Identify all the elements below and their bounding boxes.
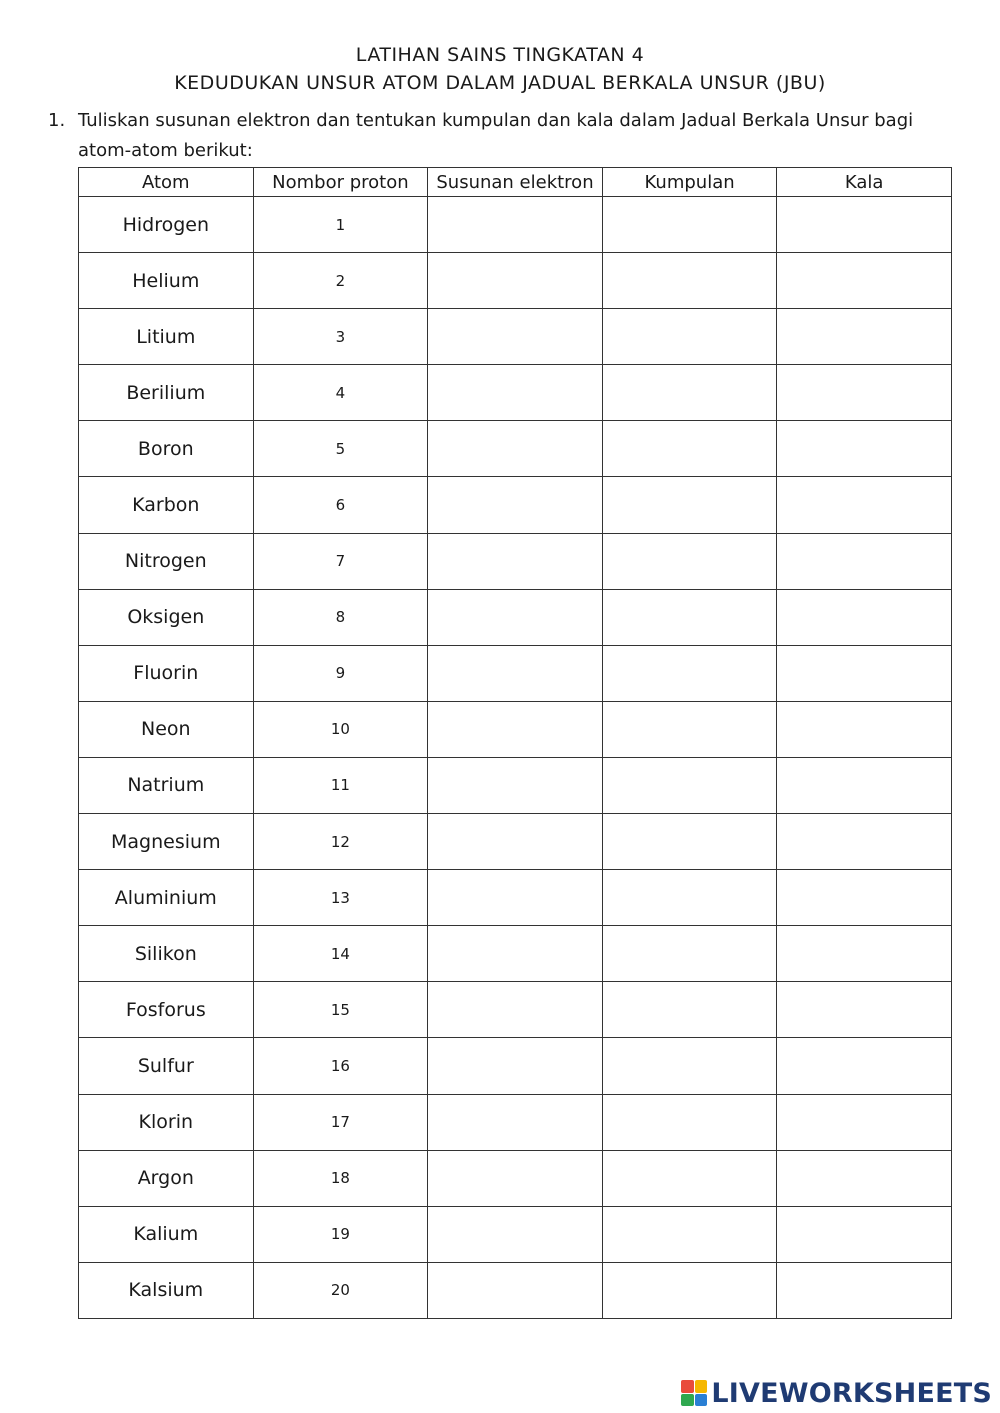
electron-arrangement-answer-cell[interactable]: [428, 1094, 603, 1150]
group-answer-cell[interactable]: [602, 421, 777, 477]
group-answer-cell[interactable]: [602, 1206, 777, 1262]
table-body: [79, 197, 952, 1319]
electron-arrangement-answer-cell[interactable]: [428, 253, 603, 309]
table-row: [79, 309, 952, 365]
logo-square-1: [681, 1380, 694, 1393]
proton-number-cell: 8: [253, 589, 428, 645]
group-answer-cell[interactable]: [602, 589, 777, 645]
electron-arrangement-answer-cell[interactable]: [428, 589, 603, 645]
table-row: [79, 757, 952, 813]
electron-arrangement-answer-cell[interactable]: [428, 1038, 603, 1094]
group-answer-cell[interactable]: [602, 253, 777, 309]
period-answer-cell[interactable]: [777, 701, 952, 757]
group-answer-cell[interactable]: [602, 1262, 777, 1318]
liveworksheets-brand: [681, 1378, 992, 1408]
atom-name-cell: Kalium: [79, 1206, 254, 1262]
table-row: [79, 197, 952, 253]
group-answer-cell[interactable]: [602, 926, 777, 982]
logo-square-3: [681, 1394, 694, 1407]
atom-name-cell: Silikon: [79, 926, 254, 982]
header-period: Kala: [777, 168, 952, 197]
period-answer-cell[interactable]: [777, 645, 952, 701]
electron-arrangement-answer-cell[interactable]: [428, 982, 603, 1038]
logo-square-2: [695, 1380, 708, 1393]
period-answer-cell[interactable]: [777, 814, 952, 870]
table-row: [79, 1038, 952, 1094]
electron-arrangement-answer-cell[interactable]: [428, 1150, 603, 1206]
group-answer-cell[interactable]: [602, 477, 777, 533]
atom-name-cell: Argon: [79, 1150, 254, 1206]
table-header-row: [79, 168, 952, 197]
period-answer-cell[interactable]: [777, 757, 952, 813]
proton-number-cell: 5: [253, 421, 428, 477]
period-answer-cell[interactable]: [777, 533, 952, 589]
electron-arrangement-answer-cell[interactable]: [428, 197, 603, 253]
header-group: Kumpulan: [602, 168, 777, 197]
proton-number-cell: 2: [253, 253, 428, 309]
table-row: [79, 870, 952, 926]
liveworksheets-logo-icon: [681, 1380, 707, 1406]
atom-name-cell: Magnesium: [79, 814, 254, 870]
period-answer-cell[interactable]: [777, 1262, 952, 1318]
electron-arrangement-answer-cell[interactable]: [428, 1206, 603, 1262]
atom-name-cell: Fluorin: [79, 645, 254, 701]
atom-name-cell: Litium: [79, 309, 254, 365]
electron-arrangement-answer-cell[interactable]: [428, 1262, 603, 1318]
proton-number-cell: 6: [253, 477, 428, 533]
period-answer-cell[interactable]: [777, 253, 952, 309]
atom-name-cell: Boron: [79, 421, 254, 477]
proton-number-cell: 1: [253, 197, 428, 253]
group-answer-cell[interactable]: [602, 870, 777, 926]
proton-number-cell: 20: [253, 1262, 428, 1318]
group-answer-cell[interactable]: [602, 757, 777, 813]
atom-name-cell: Natrium: [79, 757, 254, 813]
proton-number-cell: 7: [253, 533, 428, 589]
group-answer-cell[interactable]: [602, 309, 777, 365]
proton-number-cell: 14: [253, 926, 428, 982]
period-answer-cell[interactable]: [777, 870, 952, 926]
electron-arrangement-answer-cell[interactable]: [428, 309, 603, 365]
table-row: [79, 477, 952, 533]
table-row: [79, 701, 952, 757]
table-row: [79, 533, 952, 589]
proton-number-cell: 13: [253, 870, 428, 926]
group-answer-cell[interactable]: [602, 197, 777, 253]
worksheet-title: LATIHAN SAINS TINGKATAN 4: [355, 44, 645, 66]
proton-number-cell: 18: [253, 1150, 428, 1206]
atom-name-cell: Hidrogen: [79, 197, 254, 253]
electron-arrangement-answer-cell[interactable]: [428, 533, 603, 589]
period-answer-cell[interactable]: [777, 421, 952, 477]
group-answer-cell[interactable]: [602, 645, 777, 701]
period-answer-cell[interactable]: [777, 309, 952, 365]
electron-arrangement-answer-cell[interactable]: [428, 870, 603, 926]
group-answer-cell[interactable]: [602, 1150, 777, 1206]
question-text: Tuliskan susunan elektron dan tentukan kumpulan dan kala dalam Jadual Berkala Unsur bagi atom-atom berikut:: [78, 110, 914, 161]
table-row: [79, 253, 952, 309]
period-answer-cell[interactable]: [777, 589, 952, 645]
electron-arrangement-answer-cell[interactable]: [428, 421, 603, 477]
table-row: [79, 1262, 952, 1318]
table-row: [79, 645, 952, 701]
group-answer-cell[interactable]: [602, 982, 777, 1038]
atom-name-cell: Helium: [79, 253, 254, 309]
logo-square-4: [695, 1394, 708, 1407]
proton-number-cell: 10: [253, 701, 428, 757]
group-answer-cell[interactable]: [602, 701, 777, 757]
atom-name-cell: Fosforus: [79, 982, 254, 1038]
electron-arrangement-answer-cell[interactable]: [428, 926, 603, 982]
atom-name-cell: Berilium: [79, 365, 254, 421]
table-row: [79, 814, 952, 870]
period-answer-cell[interactable]: [777, 1150, 952, 1206]
header-electron-arrangement: Susunan elektron: [428, 168, 603, 197]
proton-number-cell: 17: [253, 1094, 428, 1150]
table-row: [79, 1206, 952, 1262]
atom-name-cell: Nitrogen: [79, 533, 254, 589]
proton-number-cell: 9: [253, 645, 428, 701]
table-row: [79, 982, 952, 1038]
proton-number-cell: 19: [253, 1206, 428, 1262]
proton-number-cell: 3: [253, 309, 428, 365]
atom-table: [78, 167, 952, 1319]
period-answer-cell[interactable]: [777, 477, 952, 533]
proton-number-cell: 12: [253, 814, 428, 870]
proton-number-cell: 11: [253, 757, 428, 813]
header-proton-number: Nombor proton: [253, 168, 428, 197]
worksheet-subtitle: KEDUDUKAN UNSUR ATOM DALAM JADUAL BERKALA UNSUR (JBU): [174, 72, 826, 94]
electron-arrangement-answer-cell[interactable]: [428, 645, 603, 701]
group-answer-cell[interactable]: [602, 1094, 777, 1150]
group-answer-cell[interactable]: [602, 533, 777, 589]
electron-arrangement-answer-cell[interactable]: [428, 701, 603, 757]
proton-number-cell: 4: [253, 365, 428, 421]
table-row: [79, 1150, 952, 1206]
atom-name-cell: Karbon: [79, 477, 254, 533]
electron-arrangement-answer-cell[interactable]: [428, 365, 603, 421]
period-answer-cell[interactable]: [777, 982, 952, 1038]
atom-name-cell: Aluminium: [79, 870, 254, 926]
atom-name-cell: Kalsium: [79, 1262, 254, 1318]
electron-arrangement-answer-cell[interactable]: [428, 477, 603, 533]
electron-arrangement-answer-cell[interactable]: [428, 757, 603, 813]
header-atom: Atom: [79, 168, 254, 197]
period-answer-cell[interactable]: [777, 926, 952, 982]
brand-text: LIVEWORKSHEETS: [711, 1377, 992, 1409]
table-row: [79, 421, 952, 477]
electron-arrangement-answer-cell[interactable]: [428, 814, 603, 870]
proton-number-cell: 15: [253, 982, 428, 1038]
group-answer-cell[interactable]: [602, 365, 777, 421]
atom-name-cell: Sulfur: [79, 1038, 254, 1094]
table-row: [79, 365, 952, 421]
atom-name-cell: Klorin: [79, 1094, 254, 1150]
period-answer-cell[interactable]: [777, 1038, 952, 1094]
table-row: [79, 926, 952, 982]
period-answer-cell[interactable]: [777, 1206, 952, 1262]
period-answer-cell[interactable]: [777, 365, 952, 421]
atom-name-cell: Neon: [79, 701, 254, 757]
question-number: 1.: [48, 110, 66, 131]
table-row: [79, 1094, 952, 1150]
period-answer-cell[interactable]: [777, 1094, 952, 1150]
proton-number-cell: 16: [253, 1038, 428, 1094]
atom-name-cell: Oksigen: [79, 589, 254, 645]
group-answer-cell[interactable]: [602, 814, 777, 870]
table-row: [79, 589, 952, 645]
group-answer-cell[interactable]: [602, 1038, 777, 1094]
period-answer-cell[interactable]: [777, 197, 952, 253]
